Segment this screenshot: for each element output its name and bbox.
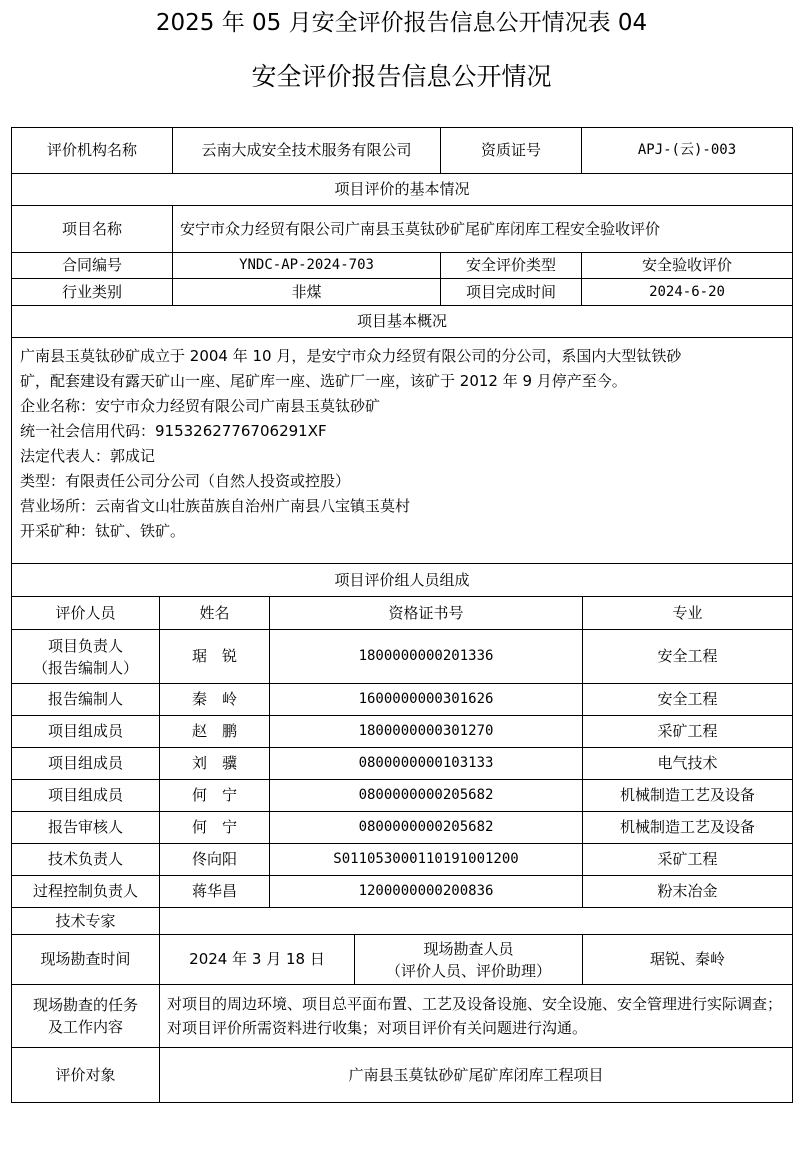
team-role: 报告编制人 — [11, 683, 160, 716]
team-major: 粉末冶金 — [582, 875, 793, 908]
finish-label: 项目完成时间 — [440, 278, 582, 306]
project-name-value: 安宁市众力经贸有限公司广南县玉莫钛砂矿尾矿库闭库工程安全验收评价 — [172, 205, 793, 253]
team-role — [11, 629, 160, 684]
overview-section-title: 项目基本概况 — [11, 305, 793, 338]
team-name: 何 宁 — [159, 811, 270, 844]
team-cert: 0800000000103133 — [269, 747, 583, 780]
overview-line: 企业名称：安宁市众力经贸有限公司广南县玉莫钛砂矿 — [20, 397, 381, 415]
org-label: 评价机构名称 — [11, 127, 173, 174]
industry-value: 非煤 — [172, 278, 441, 306]
team-major: 采矿工程 — [582, 843, 793, 876]
task-label — [11, 984, 160, 1048]
team-name: 琚 锐 — [159, 629, 270, 684]
eval-type-label: 安全评价类型 — [440, 252, 582, 279]
team-name: 何 宁 — [159, 779, 270, 812]
team-cert: S011053000110191001200 — [269, 843, 583, 876]
document-subtitle: 安全评价报告信息公开情况 — [251, 62, 552, 91]
cert-label: 资质证号 — [440, 127, 582, 174]
team-name: 赵 鹏 — [159, 715, 270, 748]
contract-value: YNDC-AP-2024-703 — [172, 252, 441, 279]
object-value: 广南县玉莫钛砂矿尾矿库闭库工程项目 — [159, 1047, 793, 1103]
survey-staff-value: 琚锐、秦岭 — [582, 934, 793, 985]
team-role: 报告审核人 — [11, 811, 160, 844]
team-cert: 0800000000205682 — [269, 779, 583, 812]
overview-body — [11, 337, 793, 564]
team-major: 电气技术 — [582, 747, 793, 780]
survey-staff-label-line: （评价人员、评价助理） — [385, 961, 551, 980]
overview-line: 统一社会信用代码：9153262776706291XF — [20, 422, 327, 440]
expert-label: 技术专家 — [11, 907, 160, 935]
survey-time-value: 2024 年 3 月 18 日 — [159, 934, 355, 985]
team-role-line: 项目负责人 — [47, 636, 123, 655]
team-major: 采矿工程 — [582, 715, 793, 748]
overview-line: 广南县玉莫钛砂矿成立于 2004 年 10 月，是安宁市众力经贸有限公司的分公司，系国内大型钛铁砂 — [20, 347, 682, 365]
survey-time-label: 现场勘查时间 — [11, 934, 160, 985]
project-name-label: 项目名称 — [11, 205, 173, 253]
team-section-title: 项目评价组人员组成 — [11, 563, 793, 597]
team-role: 项目组成员 — [11, 747, 160, 780]
overview-line: 法定代表人：郭成记 — [20, 447, 156, 465]
team-role-line: （报告编制人） — [32, 658, 138, 677]
team-major: 机械制造工艺及设备 — [582, 811, 793, 844]
team-role: 过程控制负责人 — [11, 875, 160, 908]
survey-staff-label — [354, 934, 583, 985]
object-label: 评价对象 — [11, 1047, 160, 1103]
basic-section-title: 项目评价的基本情况 — [11, 173, 793, 206]
team-major: 机械制造工艺及设备 — [582, 779, 793, 812]
eval-type-value: 安全验收评价 — [581, 252, 793, 279]
expert-value — [159, 907, 793, 935]
task-value: 对项目的周边环境、项目总平面布置、工艺及设备设施、安全设施、安全管理进行实际调查；对项目评价所需资料进行收集；对项目评价有关问题进行沟通。 — [159, 984, 793, 1048]
team-header-major: 专业 — [582, 596, 793, 630]
task-label-line: 及工作内容 — [47, 1018, 123, 1036]
team-cert: 1600000000301626 — [269, 683, 583, 716]
survey-staff-label-line: 现场勘查人员 — [423, 939, 514, 958]
finish-value: 2024-6-20 — [581, 278, 793, 306]
team-role: 项目组成员 — [11, 779, 160, 812]
team-role: 技术负责人 — [11, 843, 160, 876]
contract-label: 合同编号 — [11, 252, 173, 279]
team-cert: 1200000000200836 — [269, 875, 583, 908]
org-value: 云南大成安全技术服务有限公司 — [172, 127, 441, 174]
team-major: 安全工程 — [582, 629, 793, 684]
team-major: 安全工程 — [582, 683, 793, 716]
cert-value: APJ-(云)-003 — [581, 127, 793, 174]
team-header-role: 评价人员 — [11, 596, 160, 630]
team-name: 刘 骥 — [159, 747, 270, 780]
team-name: 蒋华昌 — [159, 875, 270, 908]
team-header-name: 姓名 — [159, 596, 270, 630]
document-title: 2025 年 05 月安全评价报告信息公开情况表 04 — [155, 10, 648, 36]
team-cert: 1800000000301270 — [269, 715, 583, 748]
team-role: 项目组成员 — [11, 715, 160, 748]
team-name: 秦 岭 — [159, 683, 270, 716]
industry-label: 行业类别 — [11, 278, 173, 306]
team-name: 佟向阳 — [159, 843, 270, 876]
overview-line: 类型：有限责任公司分公司（自然人投资或控股） — [20, 472, 351, 490]
team-cert: 1800000000201336 — [269, 629, 583, 684]
team-cert: 0800000000205682 — [269, 811, 583, 844]
task-label-line: 现场勘查的任务 — [32, 996, 138, 1014]
overview-line: 营业场所：云南省文山壮族苗族自治州广南县八宝镇玉莫村 — [20, 497, 411, 515]
overview-line: 开采矿种：钛矿、铁矿。 — [20, 522, 186, 540]
overview-line: 矿，配套建设有露天矿山一座、尾矿库一座、选矿厂一座，该矿于 2012 年 9 月停产至今。 — [20, 372, 627, 390]
team-header-cert: 资格证书号 — [269, 596, 583, 630]
info-table — [11, 127, 793, 1103]
